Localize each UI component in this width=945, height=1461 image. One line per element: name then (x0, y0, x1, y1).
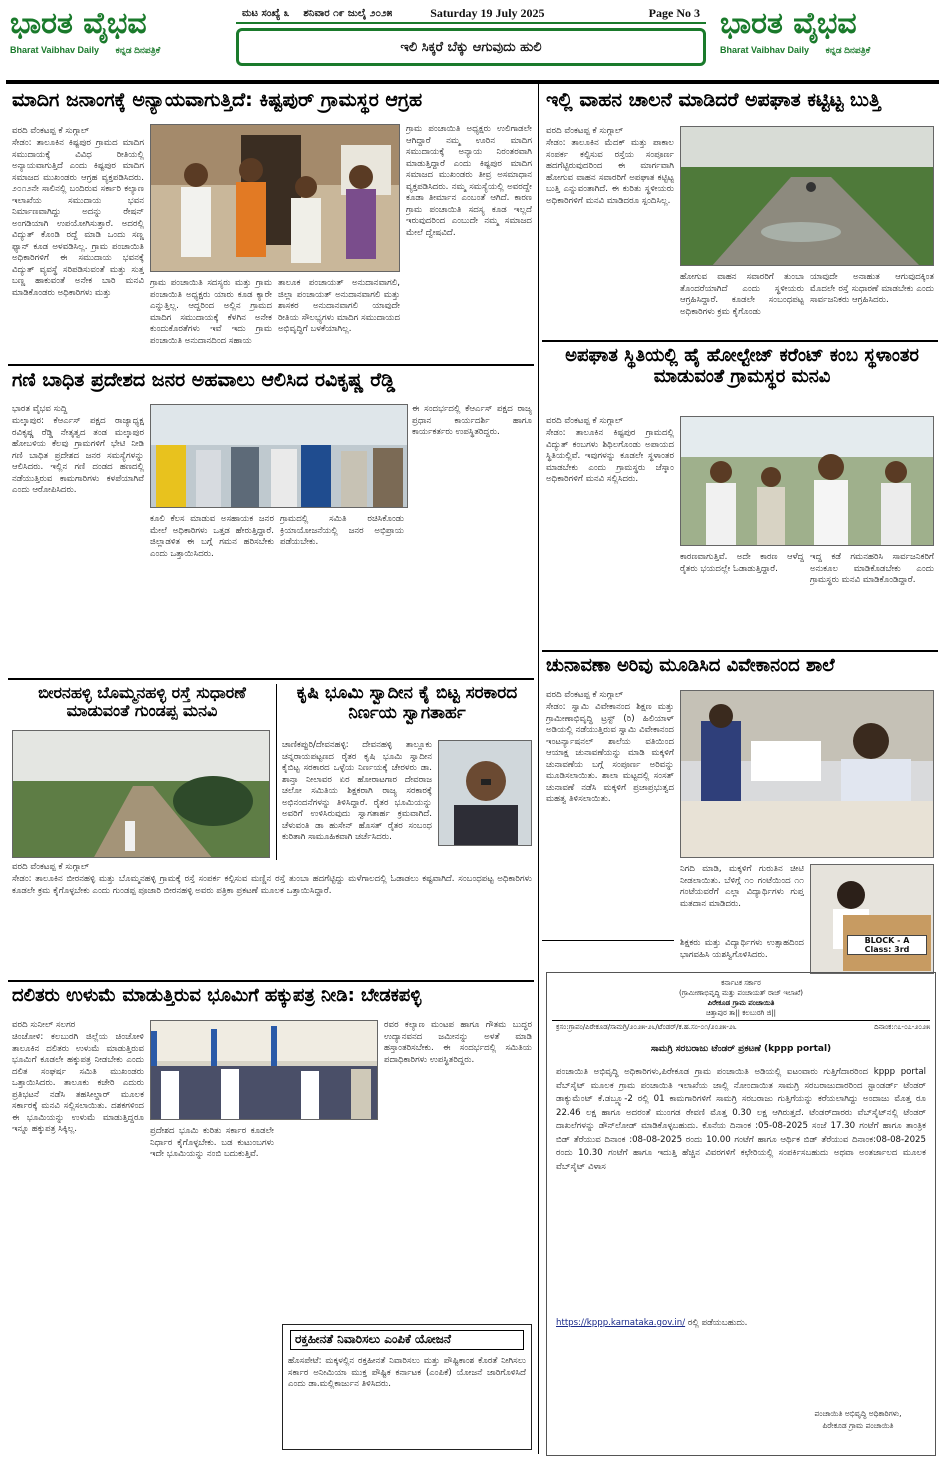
article-divider (8, 364, 534, 366)
masthead-rule (6, 80, 939, 84)
article-divider (542, 650, 938, 652)
paper-english-name-right: Bharat Vaibhav Daily (720, 45, 810, 55)
tagline-box (236, 28, 706, 66)
article-headline: ಚುನಾವಣಾ ಅರಿವು ಮೂಡಿಸಿದ ವಿವೇಕಾನಂದ ಶಾಲೆ (546, 655, 835, 676)
article-photo-dirt-road (12, 730, 270, 858)
tender-office-line: ಚಿತ್ತಾಪುರ ತಾ|| ಕಲಬುರಗಿ ಜಿ|| (705, 1009, 777, 1017)
article-headline: ಅಪಘಾತ ಸ್ಥಿತಿಯಲ್ಲಿ ಹೈ ಹೋಲ್ಟೇಜ್ ಕರೆಂಟ್ ಕಂಬ ಸ್ಥಳಾಂತರ ಮಾಡುವಂತೆ ಗ್ರಾಮಸ್ಥರ ಮನವಿ (565, 345, 919, 387)
article-body: ಸೇಡಂ: ತಾಲೂಕಿನ ಬೀರನಹಳ್ಳಿ ಮತ್ತು ಬೊಮ್ಮನಹಳ್ಳಿ ಗ್ರಾಮಕ್ಕೆ ರಸ್ತೆ ಸಂಪರ್ಕ ಕಲ್ಪಿಸುವ ಮಣ್ಣಿನ ರಸ್ತೆ ತುಂಬಾ ಹದಗೆಟ್ಟಿದ್ದು ಮಳೆಗಾಲದಲ್ಲಿ ಓಡಾಡಲು ಕಷ್ಟವಾಗಿದೆ. ಸಂಬಂಧಪಟ್ಟ ಅಧಿಕಾರಿಗಳು ಕೂಡಲೇ ಕ್ರಮ ಕೈಗೊಳ್ಳಬೇಕು ಎಂದು ಗುಂಡಪ್ಪ ಪೂಜಾರಿ ಬೀರನಹಳ್ಳಿ ಅವರು ಪತ್ರಿಕಾ ಪ್ರಕಟಣೆ ಮೂಲಕ ಒತ್ತಾಯಿಸಿದ್ದಾರೆ. (12, 874, 532, 896)
tender-body: ಪಂಚಾಯಿತಿ ಅಭಿವೃದ್ಧಿ ಅಧಿಕಾರಿಗಳು,ಪಿರೇಕೂಡ ಗ್ರಾಮ ಪಂಚಾಯಿತಿ ಅಡಿಯಲ್ಲಿ ಐಟಂವಾರು ಗುತ್ತಿಗೆದಾರರಿಂದ kppp portal ವೆಬ್‌ಸೈಟ್ ಮೂಲಕ ಗ್ರಾಮ ಪಂಚಾಯಿತಿ ಇಲಾಖೆಯ ಜಾಲ್ಲಿ ನೋಂದಾಯಿತ ಸಾಮಗ್ರಿ ಸರಬರಾಜುದಾರರಿಂದ ಸ್ಟಾಂಡರ್ಡ್ ಟೆಂಡರ್ ಡಾಕ್ಯುಮೆಂಟ್ ಕೆ.ಡಬ್ಲ್ಯೂ-2 ರಲ್ಲಿ 01 ಕಾಮಗಾರಿಗಳಿಗೆ ಸಾಮಗ್ರಿ ಸರಬರಾಜು ಗುತ್ತಿಗೆಯನ್ನು ಕರೆಯಲಾಗಿದ್ದು ಅಂದಾಜು ಮೊತ್ತ ರೂ 22.46 ಲಕ್ಷ ಹಾಗೂ ಅದರಂತೆ ಮುಂಗಡ ಠೇವಣಿ ಮೊತ್ತ 0.30 ಲಕ್ಷ ಆಗಿರುತ್ತದೆ. ಟೆಂಡರ್‌ದಾರರು ವೆಬ್‌ಸೈಟ್‌ನಲ್ಲಿ ಟೆಂಡರ್ ದಾಖಲೆಗಳನ್ನು ಡೌನ್‌ಲೋಡ್ ಮಾಡಿಕೊಳ್ಳಬಹುದು. ಕೊನೆಯ ದಿನಾಂಕ :05-08-2025 ಸಂಜೆ 17.30 ಗಂಟೆಗೆ ಹಾಗೂ ತಾಂತ್ರಿಕ ಬಿಡ್ ತೆರೆಯುವ ದಿನಾಂಕ :08-08-2025 ರಂದು 10.00 ಗಂಟೆಗೆ ಹಾಗೂ ಆರ್ಥಿಕ ಬಿಡ್ ತೆರೆಯುವ ದಿನಾಂಕ:08-08-2025 ರಂದು 10.30 ಗಂಟೆಗೆ ಹಾಗೂ ಇದುತ್ತಿ ಹೆಚ್ಚಿನ ವಿವರಗಳಿಗೆ ಕಛೇರಿಯಲ್ಲಿ ಸಂಪರ್ಕಿಸಬಹುದು ಅಥವಾ ಅಂತರ್ಜಾಲದ ಮೂಲಕ ವೆಬ್‌ಸೈಟ್ ವಿಳಾಸ (556, 1067, 926, 1172)
paper-sub-name-right: ಕನ್ನಡ ದಿನಪತ್ರಿಕೆ (825, 45, 871, 55)
article-photo-villagers-pole (680, 416, 934, 546)
tender-office-line: ಕರ್ನಾಟಕ ಸರ್ಕಾರ (721, 979, 761, 987)
article-byline: ಭಾರತ ವೈಭವ ಸುದ್ದಿ (12, 404, 68, 414)
article-headline: ಇಲ್ಲಿ ವಾಹನ ಚಾಲನೆ ಮಾಡಿದರೆ ಅಪಘಾತ ಕಟ್ಟಿಟ್ಟ ಬುತ್ತಿ (546, 89, 881, 111)
article-body: ಸೇಡಂ: ಸ್ವಾಮಿ ವಿವೇಕಾನಂದ ಶಿಕ್ಷಣ ಮತ್ತು ಗ್ರಾಮೀಣಾಭಿವೃದ್ಧಿ ಟ್ರಸ್ಟ್ (ರಿ) ಹಿಲಿಯಾಳ್ ಅಡಿಯಲ್ಲಿ ನಡೆಯುತ್ತಿರುವ ಸ್ವಾಮಿ ವಿವೇಕಾನಂದ ಇಂಟರ್ನ್ಯಾಷನಲ್ ಶಾಲೆಯ ವತಿಯಿಂದ ಆಯಾಕ್ಷ ಚುನಾವಣೆಯನ್ನು ಮಾಡಿ ಮಕ್ಕಳಿಗೆ ಚುನಾವಣೆಯ ಬಗ್ಗೆ ಸಂಪೂರ್ಣ ಅರಿವನ್ನು ಮೂಡಿಸಲಾಯಿತು. ಶಾಲಾ ಮಟ್ಟದಲ್ಲಿ ಸಂಸತ್ ಚುನಾವಣೆ ನಡೆಸಿ ಮಕ್ಕಳಿಗೆ ಪ್ರಜಾಪ್ರಭುತ್ವದ ಮಹತ್ವ ತಿಳಿಸಲಾಯಿತು. (546, 702, 674, 804)
masthead-logo-right (720, 4, 940, 74)
article-headline: ಕೃಷಿ ಭೂಮಿ ಸ್ವಾದೀನ ಕೈ ಬಿಟ್ಟ ಸರಕಾರದ ನಿರ್ಣಯ ಸ್ವಾಗತಾರ್ಹ (296, 683, 518, 723)
article-byline: ವರದಿ ಸುನೀಲ್ ಸಲಗರ (12, 1020, 76, 1030)
article-byline: ವರದಿ ವೆಂಕಟಪ್ಪ ಕೆ ಸುಗ್ಗಾಲ್ (12, 862, 90, 872)
paper-name-right: ಭಾರತ ವೈಭವ (720, 6, 857, 41)
article-body: ಸೇಡಂ: ತಾಲೂಕಿನ ಮೆದಕ್ ಮತ್ತು ಪಾಕಾಲ ಸಂಪರ್ಕ ಕಲ್ಪಿಸುವ ರಸ್ತೆಯ ಸಂಪೂರ್ಣ ಹದಗೆಟ್ಟಿರುವುದರಿಂದ ಈ ಮಾರ್ಗವಾಗಿ ಹೋಗುವ ವಾಹನ ಸವಾರರಿಗೆ ಅಪಘಾತ ಕಟ್ಟಿಟ್ಟ ಬುತ್ತಿ ಎನ್ನುವಂತಾಗಿದೆ. ಈ ಕುರಿತು ಸ್ಥಳೀಯರು ಅಧಿಕಾರಿಗಳಿಗೆ ಮನವಿ ಮಾಡಿದರೂ ಸ್ಪಂದಿಸಿಲ್ಲ. (546, 138, 674, 206)
tender-rule (552, 1020, 930, 1021)
article-headline: ಗಣಿ ಬಾಧಿತ ಪ್ರದೇಶದ ಜನರ ಅಹವಾಲು ಆಲಿಸಿದ ರವಿಕೃಷ್ಣ ರೆಡ್ಡಿ (12, 369, 396, 391)
article-byline: ವರದಿ ವೆಂಕಟಪ್ಪ ಕೆ ಸುಗ್ಗಾಲ್ (546, 416, 624, 426)
article-photo-meeting (150, 404, 408, 508)
article-body: ಕೂಲಿ ಕೆಲಸ ಮಾಡುವ ಅಸಹಾಯಕ ಜನರ ಮೇಲೆ ಅಧಿಕಾರಿಗಳು ಒತ್ತಡ ಹೇರುತ್ತಿದ್ದಾರೆ. ಜಿಲ್ಲಾಡಳಿತ ಈ ಬಗ್ಗೆ ಗಮನ ಹರಿಸಬೇಕು ಎಂದು ಒತ್ತಾಯಿಸಿದರು. (150, 514, 274, 559)
article-body: ಗ್ರಾಮದಲ್ಲಿ ಸಮಿತಿ ರಚಿಸಿಕೊಂಡು ಕ್ರಿಯಾಯೋಜನೆಯಲ್ಲಿ ಜನರ ಅಭಿಪ್ರಾಯ ಪಡೆಯಬೇಕು. (280, 514, 404, 547)
article-photo-protest (150, 1020, 378, 1120)
article-photo-school-election (680, 690, 934, 858)
article-headline: ಬೀರನಹಳ್ಳಿ ಬೊಮ್ಮನಹಳ್ಳಿ ರಸ್ತೆ ಸುಧಾರಣೆ ಮಾಡುವಂತೆ ಗುಂಡಪ್ಪ ಮನವಿ (38, 683, 246, 721)
column-divider-main (538, 84, 539, 1454)
tender-sign: ಪಂಚಾಯಿತಿ ಅಭಿವೃದ್ಧಿ ಅಧಿಕಾರಿಗಳು, (814, 1409, 902, 1418)
tender-office-line: ಪಿರೇಕೂಡ ಗ್ರಾಮ ಪಂಚಾಯಿತಿ (707, 999, 775, 1007)
volume-number: ಮಟ ಸಂಖ್ಯೆ ೩ (242, 7, 290, 19)
article-body: ಪ್ರದೇಶದ ಭೂಮಿ ಕುರಿತು ಸರ್ಕಾರ ಕೂಡಲೇ ನಿರ್ಧಾರ ಕೈಗೊಳ್ಳಬೇಕು. ಬಡ ಕುಟುಂಬಗಳು ಇದೇ ಭೂಮಿಯನ್ನು ನಂಬಿ ಬದುಕುತ್ತಿವೆ. (150, 1126, 274, 1159)
article-body: ರವರ ಕಲ್ಯಾಣ ಮಂಟಪ ಹಾಗೂ ಗೌತಮ ಬುದ್ಧರ ಉದ್ಯಾನವನದ ಜಮೀನನ್ನು ಅಳತೆ ಮಾಡಿ ಹಸ್ತಾಂತರಿಸಬೇಕು. ಈ ಸಂದರ್ಭದಲ್ಲಿ ಸಮಿತಿಯ ಪದಾಧಿಕಾರಿಗಳು ಉಪಸ್ಥಿತರಿದ್ದರು. (384, 1020, 532, 1065)
tender-title: ಸಾಮಗ್ರಿ ಸರಬರಾಜು ಟೆಂಡರ್ ಪ್ರಕಟಣೆ (kppp portal) (650, 1044, 832, 1054)
tagline: ಇಲಿ ಸಿಕ್ಕರೆ ಬೆಕ್ಕು ಆಗುವುದು ಹುಲಿ (400, 39, 542, 55)
article-body: ತಾಲೂಕ ಪಂಚಾಯತ್ ಅನುದಾನವಾಗಲಿ, ಜಿಲ್ಲಾ ಪಂಚಾಯತ್ ಅನುದಾನವಾಗಲಿ ಮತ್ತು ಶಾಸಕರ ಅನುದಾನವಾಗಲಿ ಯಾವುದೇ ರೀತಿಯ ಸೌಲಭ್ಯಗಳು ಮಾದಿಗ ಸಮುದಾಯದ ಅಭಿವೃದ್ಧಿಗೆ ಬಳಕೆಯಾಗಿಲ್ಲ. (278, 278, 400, 334)
tender-url-line (556, 1318, 926, 1332)
tender-date: ದಿನಾಂಕ:೧೭-೦೭-೨೦೨೫ (874, 1023, 930, 1031)
article-photo-portrait (438, 740, 532, 846)
article-body: ಚಿಂಚೋಳಿ: ಕಲಬುರಗಿ ಜಿಲ್ಲೆಯ ಚಿಂಚೋಳಿ ತಾಲೂಕಿನ ದಲಿತರು ಉಳುಮೆ ಮಾಡುತ್ತಿರುವ ಭೂಮಿಗೆ ಕೂಡಲೇ ಹಕ್ಕುಪತ್ರ ನೀಡಬೇಕು ಎಂದು ದಲಿತ ಸಂಘರ್ಷ ಸಮಿತಿ ಮುಖಂಡರು ಒತ್ತಾಯಿಸಿದರು. ತಾಲೂಕು ಕಚೇರಿ ಎದುರು ಪ್ರತಿಭಟನೆ ನಡೆಸಿ ತಹಸೀಲ್ದಾರ್ ಮೂಲಕ ಸರ್ಕಾರಕ್ಕೆ ಮನವಿ ಸಲ್ಲಿಸಲಾಯಿತು. ದಶಕಗಳಿಂದ ಈ ಭೂಮಿಯನ್ನು ಉಳುಮೆ ಮಾಡುತ್ತಿದ್ದರೂ ಇನ್ನೂ ಹಕ್ಕುಪತ್ರ ಸಿಕ್ಕಿಲ್ಲ. (12, 1032, 144, 1134)
article-body: ಚಾಣಿಕಪ್ಪುರಿ/ದೇವನಹಳ್ಳಿ: ದೇವನಹಳ್ಳಿ ತಾಲ್ಲೂಕು ಚನ್ನರಾಯಪಟ್ಟಣದ ರೈತರ ಕೃಷಿ ಭೂಮಿ ಸ್ವಾದೀನ ಕೈಬಿಟ್ಟ ಸರಕಾರದ ಒಳ್ಳೆಯ ನಿರ್ಣಯಕ್ಕೆ ಚೇರಳರು ಡಾ. ಶಾನ್ತಾ ನೀಲಾವರ ಏರ ಹೋರಾಟಗಾರ ದೇವರಾಜ ಚಲೋ ಸಮಿತಿಯ ಶಿಕ್ಷಕರಾಗಿ ರಾಜ್ಯ ಸರಕಾರಕ್ಕೆ ಅಭಿನಂದನೆಗಳನ್ನು ತಿಳಿಸಿದ್ದಾರೆ. ರೈತರ ಭೂಮಿಯನ್ನು ಅವರಿಗೆ ಉಳಿಸಿರುವುದು ಸ್ವಾಗತಾರ್ಹ ಕ್ರಮವಾಗಿದೆ. ಚೆಳುವಂತಿ ಡಾ ಹುಸೇನ್ ಹೊಸತ್ ರೈತರ ಸಂಬಂಧ ಕುರಿತಾಗಿ ಸಾಮೂಹಿಕವಾಗಿ ಚರ್ಚೆಸಿದರು. (282, 740, 432, 842)
article-photo-ballot-box (810, 864, 934, 974)
page-number: Page No 3 (648, 5, 700, 20)
article-byline: ವರದಿ ವೆಂಕಟಪ್ಪ ಕೆ ಸುಗ್ಗಾಲ್ (546, 690, 624, 700)
paper-name: ಭಾರತ ವೈಭವ (10, 6, 147, 41)
article-photo-villagers (150, 124, 400, 272)
tender-office-line: (ಗ್ರಾಮೀಣಾಭಿವೃದ್ಧಿ ಮತ್ತು ಪಂಚಾಯತ್ ರಾಜ್ ಇಲಾಖೆ) (678, 989, 804, 997)
article-divider (542, 940, 674, 941)
article-body: ಕಾರಣವಾಗುತ್ತಿವೆ. ಅದೇ ಕಾರಣ ಆಳೆದ್ದ ರೈತರು ಭಯದಲ್ಲೇ ಓಡಾಡುತ್ತಿದ್ದಾರೆ. (680, 552, 804, 574)
article-body: ಗ್ರಾಮ ಪಂಚಾಯಿತಿ ಅಧ್ಯಕ್ಷರು ಉಲಿಗಾಡಲೇ ಆಗಿದ್ದಾರೆ ನಮ್ಮ ಊರಿನ ಮಾದಿಗ ಸಮುದಾಯಕ್ಕೆ ಅನ್ಯಾಯ ನಿರಂತರವಾಗಿ ಮಾಡುತ್ತಿದ್ದಾರೆ ಎಂದು ಕಿಷ್ಟಪುರ ಮಾದಿಗ ಸಮಾಜದ ಮುಖಂಡರು ತೀವ್ರ ಅಸಮಾಧಾನ ವ್ಯಕ್ತಪಡಿಸಿದರು. ನಮ್ಮ ಸಮಸ್ಯೆಯಲ್ಲಿ ಅವರದ್ದೇ ಕೂಡಾ ತೀರ್ಮಾನ ಎಂಬಂತೆ ಆಗಿದೆ. ಕಾರಣ ಗ್ರಾಮ ಪಂಚಾಯಿತಿ ಸದಸ್ಯ ಕೂಡ ಇಲ್ಲದೆ ಇರುವುದರಿಂದ ಎಂಬುದೇ ನಮ್ಮ ಸಮಾಜದ ಮೇಲೆ ದ್ವೇಷವಿದೆ. (406, 124, 532, 238)
article-body: ಈ ಸಂದರ್ಭದಲ್ಲಿ ಕೆಆರ್ಎಸ್ ಪಕ್ಷದ ರಾಜ್ಯ ಪ್ರಧಾನ ಕಾರ್ಯದರ್ಶಿ ಹಾಗೂ ಕಾರ್ಯಕರ್ತರು ಉಪಸ್ಥಿತರಿದ್ದರು. (412, 404, 532, 437)
article-headline: ದಲಿತರು ಉಳುಮೆ ಮಾಡುತ್ತಿರುವ ಭೂಮಿಗೆ ಹಕ್ಕುಪತ್ರ ನೀಡಿ: ಬೇಡಕಪಳ್ಳಿ (12, 985, 422, 1006)
article-body: ಸೇಡಂ: ತಾಲೂಕಿನ ಕಿಷ್ಟಪುರ ಗ್ರಾಮದಲ್ಲಿ ವಿದ್ಯುತ್ ಕಂಬಗಳು ಶಿಥಿಲಗೊಂಡು ಅಪಾಯದ ಸ್ಥಿತಿಯಲ್ಲಿವೆ. ಇವುಗಳನ್ನು ಕೂಡಲೇ ಸ್ಥಳಾಂತರ ಮಾಡಬೇಕು ಎಂದು ಗ್ರಾಮಸ್ಥರು ಜೆಸ್ಕಾಂ ಅಧಿಕಾರಿಗಳಿಗೆ ಮನವಿ ಸಲ್ಲಿಸಿದರು. (546, 428, 674, 484)
tender-ref: ಕ್ರಸಂ:ಗ್ರಾಪಂ/ಪಿರೇಕೂಡ/ಸಾಮಗ್ರಿ/೨೦೨೫-೨೬/ಟೆಂಡರ್/ಕ.ಹ.ಸಂ-೦೧/೨೦೨೫-೨೬ (556, 1023, 737, 1031)
column-divider (276, 684, 277, 860)
article-body: ಗ್ರಾಮ ಪಂಚಾಯಿತಿ ಸದಸ್ಯರು ಮತ್ತು ಗ್ರಾಮ ಪಂಚಾಯಿತಿ ಅಧ್ಯಕ್ಷರು ಯಾರು ಕೂಡ ಕ್ಯಾರೇ ಎನ್ನುತ್ತಿಲ್ಲ. ಆದ್ದರಿಂದ ಅಲ್ಲಿನ ಗ್ರಾಮದ ಮಾದಿಗ ಸಮುದಾಯಕ್ಕೆ ಕೆಳಗಿನ ಅನೇಕ ಕುಂದುಕೊರತೆಗಳು ಇವೆ ಇದು ಗ್ರಾಮ ಪಂಚಾಯಿತಿ ಅನುದಾನದಿಂದ ಸಹಾಯ (150, 278, 272, 346)
inset-body: ಹೊಸಪೇಟೆ: ಮಕ್ಕಳಲ್ಲಿನ ರಕ್ತಹೀನತೆ ನಿವಾರಿಸಲು ಮತ್ತು ಪೌಷ್ಟಿಕಾಂಶ ಕೊರತೆ ನೀಗಿಸಲು ಸರ್ಕಾರ ಅನೀಮಿಯಾ ಮುಕ್ತ ಪೌಷ್ಟಿಕ ಕರ್ನಾಟಕ (ಎಂಪಿಕೆ) ಯೋಜನೆ ಜಾರಿಗೊಳಿಸಿದೆ ಎಂದು ಡಾ.ಮಲ್ಲಿಕಾರ್ಜುನ ತಿಳಿಸಿದರು. (288, 1356, 526, 1389)
article-body: ಶಿಕ್ಷಕರು ಮತ್ತು ವಿದ್ಯಾರ್ಥಿಗಳು ಉತ್ಸಾಹದಿಂದ ಭಾಗವಹಿಸಿ ಯಶಸ್ವಿಗೊಳಿಸಿದರು. (680, 938, 804, 960)
article-divider (8, 980, 534, 982)
article-body: ಸೇಡಂ: ತಾಲೂಕಿನ ಕಿಷ್ಟಪುರ ಗ್ರಾಮದ ಮಾದಿಗ ಸಮುದಾಯಕ್ಕೆ ವಿವಿಧ ರೀತಿಯಲ್ಲಿ ಅನ್ಯಾಯವಾಗುತ್ತಿದೆ ಎಂದು ಕಿಷ್ಟಪುರ ಮಾದಿಗ ಸಮಾಜದ ಮುಖಂಡರು ಆಗ್ರಹ ವ್ಯಕ್ತಪಡಿಸಿದರು. ೨೦೧೨ನೇ ಸಾಲಿನಲ್ಲಿ ಬಂದಿರುವ ಸರ್ಕಾರಿ ಕಲ್ಯಾಣ ಇಲಾಖೆಯ ಸಮುದಾಯ ಭವನ ನಿರ್ಮಾಣವಾಗಿದ್ದು ಅದನ್ನು ರೇಷನ್ ಅಂಗಡಿಯಾಗಿ ಉಪಯೋಗಿಸುತ್ತಾರೆ. ಅದರಲ್ಲಿ ವಿದ್ಯುತ್ ಕೊಂಡಿ ರದ್ದೆ ಮಾಡಿ ಒಂದು ಸಣ್ಣ ಫ್ಯಾನ್ ಕೂಡ ಅಳವಡಿಸಿಲ್ಲ. ಗ್ರಾಮ ಪಂಚಾಯಿತಿ ಅಧಿಕಾರಿಗಳಿಗೆ ಈ ಸಮುದಾಯ ಭವನಕ್ಕೆ ವಿದ್ಯುತ್ ವ್ಯವಸ್ಥೆ ಸರಿಪಡಿಸುವಂತೆ ಮತ್ತು ಸುತ್ತ ಬಣ್ಣ ಹಾಕುವಂತೆ ಅನೇಕ ಬಾರಿ ಮನವಿ ಮಾಡಿಕೊಂಡರು ಅಧಿಕಾರಿಗಳು ಮತ್ತು (12, 138, 144, 298)
article-body: ಯಾವುದೇ ಅನಾಹುತ ಆಗುವುದಕ್ಕಿಂತ ಮೊದಲೇ ರಸ್ತೆ ಸುಧಾರಣೆ ಮಾಡಬೇಕು ಎಂದು ಸಾರ್ವಜನಿಕರು ಆಗ್ರಹಿಸಿದರು. (810, 272, 934, 305)
article-body: ಇದ್ದ ಕಡೆ ಗಮನಹರಿಸಿ ಸಾರ್ವಜನಿಕರಿಗೆ ಅನುಕೂಲ ಮಾಡಿಕೊಡಬೇಕು ಎಂದು ಗ್ರಾಮಸ್ಥರು ಮನವಿ ಮಾಡಿಕೊಂಡಿದ್ದಾರೆ. (810, 552, 934, 585)
article-photo-road (680, 126, 934, 266)
tender-url-link[interactable]: https://kppp.karnataka.gov.in/ (556, 1318, 686, 1328)
article-byline: ವರದಿ ವೆಂಕಟಪ್ಪ ಕೆ ಸುಗ್ಗಾಲ್ (546, 126, 624, 136)
tender-url-suffix: ರಲ್ಲಿ ಪಡೆಯಬಹುದು. (687, 1318, 748, 1328)
paper-sub-name: ಕನ್ನಡ ದಿನಪತ್ರಿಕೆ (115, 45, 161, 55)
inset-headline: ರಕ್ತಹೀನತೆ ನಿವಾರಿಸಲು ಎಂಪಿಕೆ ಯೋಜನೆ (290, 1330, 524, 1350)
article-body: ಹೋಗುವ ವಾಹನ ಸವಾರರಿಗೆ ತುಂಬಾ ತೊಂದರೆಯಾಗಿದೆ ಎಂದು ಸ್ಥಳೀಯರು ಆಗ್ರಹಿಸಿದ್ದಾರೆ. ಕೂಡಲೇ ಸಂಬಂಧಪಟ್ಟ ಅಧಿಕಾರಿಗಳು ಕ್ರಮ ಕೈಗೊಂಡು (680, 272, 804, 317)
ballot-box-label: BLOCK - A Class: 3rd (847, 935, 927, 955)
issue-date: Saturday 19 July 2025 (430, 5, 545, 20)
paper-english-name: Bharat Vaibhav Daily (10, 45, 100, 55)
article-body: ಮಲ್ಕಾಪುರ: ಕೆಆರ್ಎಸ್ ಪಕ್ಷದ ರಾಜ್ಯಾಧ್ಯಕ್ಷ ರವಿಕೃಷ್ಣ ರೆಡ್ಡಿ ನೇತೃತ್ವದ ತಂಡ ಮಲ್ಕಾಪುರ ಹೋಬಳಿಯ ಕೆಲವು ಗ್ರಾಮಗಳಿಗೆ ಭೇಟಿ ನೀಡಿ ಗಣಿ ಬಾಧಿತ ಪ್ರದೇಶದ ಜನರ ಸಮಸ್ಯೆಗಳನ್ನು ಆಲಿಸಿದರು. ಇಲ್ಲಿನ ಗಣಿ ದಂಡದ ಹಣದಲ್ಲಿ ನಡೆಯುತ್ತಿರುವ ಕಾಮಗಾರಿಗಳು ಕಳಪೆಯಾಗಿವೆ ಎಂದು ಆರೋಪಿಸಿದರು. (12, 416, 144, 495)
article-divider (542, 340, 938, 342)
tender-sign: ಪಿರೇಕೂಡ ಗ್ರಾಮ ಪಂಚಾಯಿತಿ (822, 1421, 894, 1430)
article-divider (8, 678, 534, 680)
masthead-logo-left (10, 4, 230, 74)
article-byline: ವರದಿ ವೆಂಕಟಪ್ಪ ಕೆ ಸುಗ್ಗಾಲ್ (12, 126, 90, 136)
article-body: ನಿಗದಿ ಮಾಡಿ, ಮಕ್ಕಳಿಗೆ ಗುರುತಿನ ಚೀಟಿ ನೀಡಲಾಯಿತು. ಬೆಳಿಗ್ಗೆ ೧೦ ಗಂಟೆಯಿಂದ ೧೧ ಗಂಟೆಯವರೆಗೆ ಎಲ್ಲಾ ವಿದ್ಯಾರ್ಥಿಗಳು ಗುಪ್ತ ಮತದಾನ ಮಾಡಿದರು. (680, 864, 804, 909)
issue-info-strip (236, 4, 706, 24)
kannada-date: ಶನಿವಾರ ೧೯ ಜುಲೈ ೨೦೨೫ (303, 7, 393, 19)
article-headline: ಮಾದಿಗ ಜನಾಂಗಕ್ಕೆ ಅನ್ಯಾಯವಾಗುತ್ತಿದೆ: ಕಿಷ್ಟಪುರ್ ಗ್ರಾಮಸ್ಥರ ಆಗ್ರಹ (12, 89, 423, 111)
